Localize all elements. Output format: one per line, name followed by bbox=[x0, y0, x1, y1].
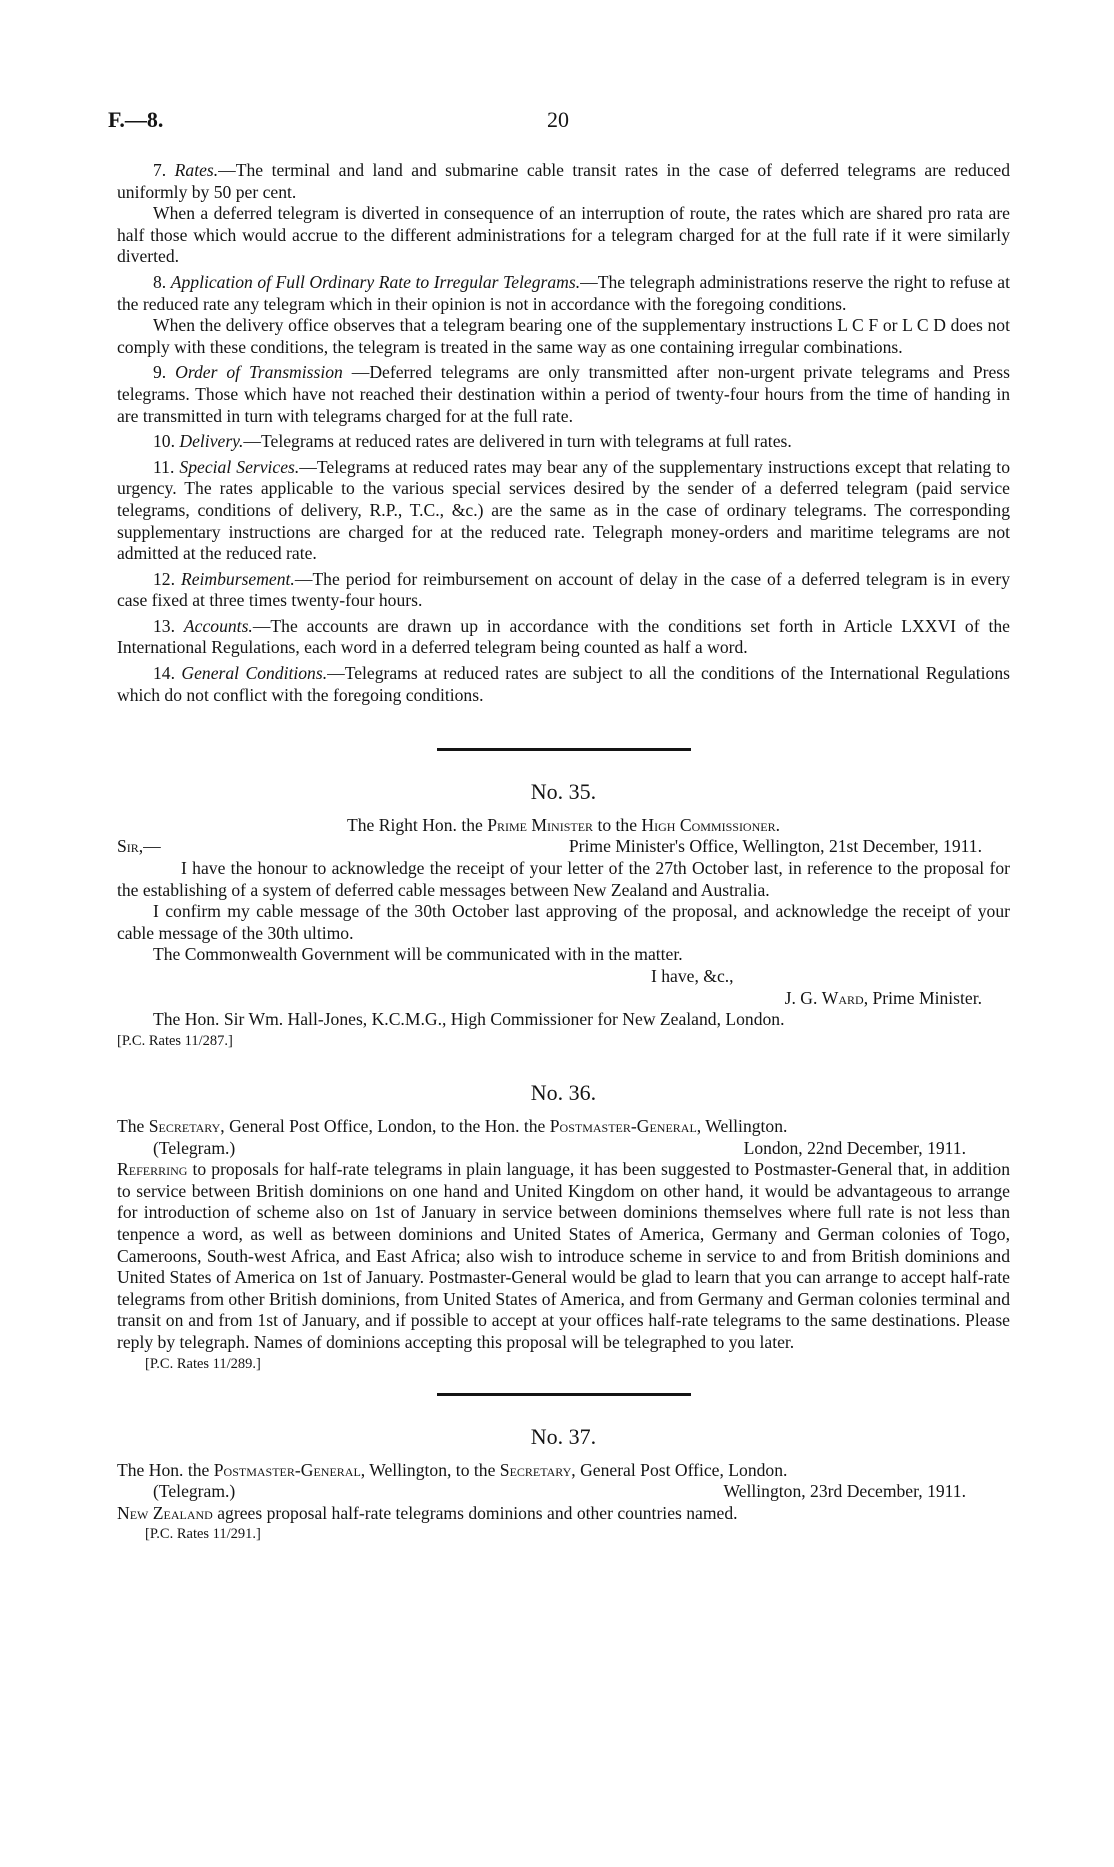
para-heading: Special Services. bbox=[179, 456, 300, 477]
from-text: to the bbox=[593, 814, 642, 835]
para-heading: Application of Full Ordinary Rate to Irregular Telegrams. bbox=[170, 271, 581, 292]
para-number: 11. bbox=[153, 456, 175, 477]
signature-text: J. G. bbox=[784, 987, 822, 1008]
from-recipient: High Commissioner bbox=[641, 814, 776, 835]
para-text: —The accounts are drawn up in accordance with the conditions set forth in Article LXXVI of the International Regulations, each word in a deferred telegram being counted as half a word. bbox=[117, 615, 1010, 658]
no37-telegram-row bbox=[117, 1481, 1010, 1503]
para-number: 12. bbox=[153, 568, 175, 589]
body-opening: New Zealand bbox=[117, 1502, 213, 1523]
from-text: The Hon. the bbox=[117, 1459, 214, 1480]
section-divider bbox=[437, 748, 691, 751]
dateline: Wellington, 23rd December, 1911. bbox=[723, 1481, 966, 1502]
no36-body bbox=[117, 1159, 1010, 1353]
para-text: —Telegrams at reduced rates are delivered in turn with telegrams at full rates. bbox=[243, 431, 792, 452]
section-title-no-35: No. 35. bbox=[530, 779, 597, 805]
no36-telegram-row bbox=[117, 1138, 1010, 1160]
no35-from-line bbox=[117, 815, 1010, 837]
paragraph-12 bbox=[117, 569, 1010, 612]
para-heading: General Conditions. bbox=[181, 663, 328, 684]
para-text: —Telegrams at reduced rates are subject to all the conditions of the International Regulations which do not conflict with the foregoing conditions. bbox=[117, 663, 1010, 705]
no35-paragraph-3: The Commonwealth Government will be communicated with in the matter. bbox=[153, 944, 683, 965]
page-header bbox=[108, 107, 1008, 137]
paragraph-10 bbox=[117, 431, 1010, 453]
para-heading: Delivery. bbox=[179, 431, 244, 452]
para-text: —The telegraph administrations reserve the right to refuse at the reduced rate any telegram which in their opinion is not in accordance with the foregoing conditions. bbox=[117, 271, 1010, 314]
paragraph-9 bbox=[117, 362, 1010, 427]
para-number: 14. bbox=[153, 663, 175, 684]
para-number: 13. bbox=[153, 615, 175, 636]
section-divider bbox=[437, 1393, 691, 1396]
no35-paragraph-1: I have the honour to acknowledge the receipt of your letter of the 27th October last, in reference to the proposal for the establishing of a system of deferred cable messages between New Zealand and Australia. bbox=[117, 858, 1010, 900]
from-text: . bbox=[775, 814, 781, 835]
dateline: London, 22nd December, 1911. bbox=[743, 1137, 966, 1158]
no35-paragraph-2: I confirm my cable message of the 30th October last approving of the proposal, and acknowledge the receipt of your cable message of the 30th ultimo. bbox=[117, 901, 1010, 943]
from-text: The Right Hon. the bbox=[346, 814, 488, 835]
para-text: —Deferred telegrams are only transmitted after non-urgent private telegrams and Press telegrams. Those which have not reached their destination within a period of twenty-four hours from the time of handing in are transmitted in turn with telegrams charged for at the full rate. bbox=[117, 362, 1010, 426]
no37-from-line bbox=[117, 1460, 1010, 1482]
paragraph-8-continued: When the delivery office observes that a telegram bearing one of the supplementary instructions L C F or L C D does not comply with these conditions, the telegram is treated in the same way as one containing irregular combinations. bbox=[117, 315, 1010, 357]
telegram-label: (Telegram.) bbox=[153, 1481, 236, 1502]
paragraph-7-continued: When a deferred telegram is diverted in consequence of an interruption of route, the rates which are shared pro rata are half those which would accrue to the different administrations for a telegram charged for at the full rate if it were similarly diverted. bbox=[117, 203, 1010, 267]
from-text: , General Post Office, London. bbox=[571, 1459, 788, 1480]
body-text: to proposals for half-rate telegrams in plain language, it has been suggested to Postmaster-General that, in addition to service between British dominions on one hand and United Kingdom on other hand, it would be advantageous to arrange for introduction of scheme also on 1st of January in service between dominions themselves where full rate is not less than tenpence a word, as well as between dominions and United States of America, Germany and German colonies of Togo, Cameroons, South-west Africa, and East Africa; also wish to introduce scheme in service to and from British dominions and United States of America on 1st of January. Postmaster-General would be glad to learn that you can arrange to accept half-rate telegrams from other British dominions, from United States of America, and from Germany and German colonies terminal and transit on and from 1st of January, and if possible to accept at your offices half-rate telegrams to the same destinations. Please reply by telegraph. Names of dominions accepting this proposal will be telegraphed to you later. bbox=[117, 1159, 1010, 1352]
reference-no36: [P.C. Rates 11/289.] bbox=[145, 1355, 261, 1372]
from-sender: Secretary bbox=[148, 1115, 221, 1136]
closing: I have, &c., bbox=[651, 966, 734, 986]
from-recipient: Postmaster-General bbox=[549, 1115, 697, 1136]
reference-no37: [P.C. Rates 11/291.] bbox=[145, 1526, 261, 1543]
paragraph-13 bbox=[117, 616, 1010, 659]
document-body bbox=[117, 160, 1010, 1546]
para-number: 8. bbox=[153, 271, 167, 292]
para-number: 10. bbox=[153, 431, 175, 452]
para-heading: Reimbursement. bbox=[180, 568, 295, 589]
para-heading: Accounts. bbox=[183, 615, 253, 636]
no35-salutation-row bbox=[117, 836, 1010, 858]
paragraph-11 bbox=[117, 457, 1010, 565]
from-recipient: Secretary bbox=[499, 1459, 572, 1480]
para-heading: Rates. bbox=[174, 160, 219, 180]
para-heading: Order of Transmission bbox=[175, 362, 343, 383]
page-number: 20 bbox=[547, 107, 569, 132]
no37-body bbox=[117, 1503, 1010, 1525]
signature-text: , Prime Minister. bbox=[863, 987, 982, 1008]
paragraph-7 bbox=[117, 160, 1010, 203]
body-opening: Referring bbox=[117, 1159, 188, 1180]
page-code: F.—8. bbox=[108, 107, 164, 132]
from-text: , Wellington, to the bbox=[360, 1459, 500, 1480]
reference-no35: [P.C. Rates 11/287.] bbox=[117, 1032, 233, 1049]
telegram-label: (Telegram.) bbox=[153, 1137, 236, 1158]
paragraph-14 bbox=[117, 663, 1010, 706]
from-sender: Prime Minister bbox=[487, 814, 594, 835]
body-text: agrees proposal half-rate telegrams dominions and other countries named. bbox=[212, 1502, 738, 1523]
para-text: —The period for reimbursement on account of delay in the case of a deferred telegram is in every case fixed at three times twenty-four hours. bbox=[117, 568, 1010, 611]
no36-from-line bbox=[117, 1116, 1010, 1138]
para-text: —Telegrams at reduced rates may bear any of the supplementary instructions except that relating to urgency. The rates applicable to the various special services desired by the sender of a deferred telegram (paid service telegrams, conditions of delivery, R.P., T.C., &c.) are the same as in the case of ordinary telegrams. The corresponding supplementary instructions are charged for at the reduced rate. Telegraph money-orders and maritime telegrams are not admitted at the reduced rate. bbox=[117, 456, 1010, 564]
addressee: The Hon. Sir Wm. Hall-Jones, K.C.M.G., High Commissioner for New Zealand, London. bbox=[153, 1009, 785, 1030]
dateline: Prime Minister's Office, Wellington, 21st December, 1911. bbox=[568, 836, 982, 857]
from-text: , General Post Office, London, to the Hon. the bbox=[220, 1115, 550, 1136]
section-title-no-36: No. 36. bbox=[530, 1080, 597, 1106]
para-text: —The terminal and land and submarine cable transit rates in the case of deferred telegrams are reduced uniformly by 50 per cent. bbox=[117, 160, 1010, 202]
section-title-no-37: No. 37. bbox=[530, 1424, 597, 1450]
signature bbox=[117, 988, 1010, 1010]
from-sender: Postmaster-General bbox=[213, 1459, 361, 1480]
para-number: 9. bbox=[153, 362, 167, 383]
signature-name: Ward bbox=[821, 987, 864, 1008]
paragraph-8 bbox=[117, 272, 1010, 315]
from-text: The bbox=[117, 1115, 149, 1136]
from-text: , Wellington. bbox=[696, 1115, 788, 1136]
salutation: Sir,— bbox=[117, 836, 161, 857]
para-number: 7. bbox=[153, 160, 167, 180]
